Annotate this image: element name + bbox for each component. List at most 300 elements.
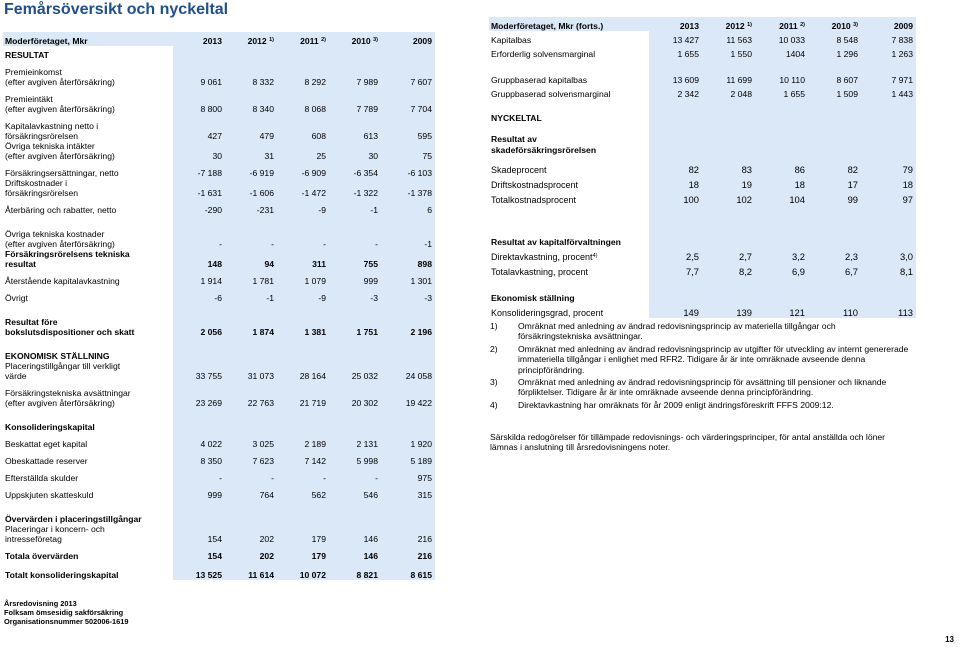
value-cell	[225, 466, 277, 473]
footnote-text: Omräknat med anledning av ändrad redovisningsprincip av utgifter för utveckling av internt genererade immateriella tillgångar i enlighet med RFR2. Tidigare år är inte omräknade avseende denna principförändring.	[518, 343, 909, 375]
value-cell	[277, 317, 329, 327]
value-cell	[277, 561, 329, 568]
value-cell: 23 269	[173, 398, 225, 408]
value-cell: 1 874	[225, 327, 277, 337]
table-row	[3, 449, 435, 456]
value-cell	[225, 381, 277, 388]
row-label-text: Kapitalbas	[491, 35, 532, 45]
value-cell	[277, 215, 329, 229]
row-label	[3, 87, 173, 94]
value-cell	[861, 111, 916, 123]
value-cell	[173, 500, 225, 514]
value-cell	[381, 483, 435, 490]
value-cell	[755, 59, 808, 71]
value-cell	[702, 111, 755, 123]
row-label-text: bokslutsdispositioner och skatt	[5, 327, 135, 337]
value-cell: -1	[329, 205, 381, 215]
row-label	[489, 123, 649, 133]
row-label	[489, 277, 649, 291]
footnote	[490, 344, 910, 375]
value-cell	[808, 144, 861, 155]
footer-report-name: Årsredovisning 2013	[4, 599, 77, 608]
footnote-ref: 3)	[853, 22, 858, 28]
value-cell	[381, 178, 435, 188]
row-label	[3, 534, 173, 544]
table-row	[3, 361, 435, 371]
year-label: 2011	[300, 36, 319, 46]
value-cell	[808, 99, 861, 111]
row-label	[3, 249, 173, 259]
value-cell: -231	[225, 205, 277, 215]
document-footer	[4, 599, 128, 626]
value-cell	[277, 141, 329, 151]
value-cell	[649, 123, 702, 133]
value-cell: 1 263	[861, 45, 916, 59]
value-cell: 8 607	[808, 71, 861, 85]
value-cell: 148	[173, 259, 225, 269]
row-label	[3, 286, 173, 293]
value-cell: 7,7	[649, 262, 702, 277]
value-cell	[173, 422, 225, 432]
value-cell	[808, 133, 861, 144]
value-cell: 2,5	[649, 247, 702, 262]
table-row	[489, 262, 916, 277]
row-label-text: Totalkostnadsprocent	[491, 195, 577, 205]
value-cell	[277, 161, 329, 168]
row-label-text: (efter avgiven återförsäkring)	[5, 398, 115, 408]
value-cell: 216	[381, 551, 435, 561]
value-cell	[381, 198, 435, 205]
value-cell	[861, 205, 916, 235]
value-cell	[861, 277, 916, 291]
footnote-number: 2)	[490, 343, 498, 354]
value-cell	[225, 286, 277, 293]
value-cell: 1 443	[861, 85, 916, 99]
value-cell: -	[329, 239, 381, 249]
value-cell	[381, 388, 435, 398]
value-cell: -	[277, 473, 329, 483]
row-label-text: Konsolideringskapital	[5, 422, 95, 432]
row-label	[3, 215, 173, 229]
value-cell	[277, 361, 329, 371]
value-cell	[808, 205, 861, 235]
value-cell: 562	[277, 490, 329, 500]
value-cell	[173, 249, 225, 259]
value-cell	[861, 133, 916, 144]
value-cell	[173, 388, 225, 398]
value-cell	[329, 544, 381, 551]
value-cell	[329, 408, 381, 422]
value-cell: -6 354	[329, 168, 381, 178]
table-row	[3, 456, 435, 466]
header-year-2010	[808, 17, 861, 31]
value-cell	[381, 215, 435, 229]
table-row	[3, 483, 435, 490]
value-cell	[173, 561, 225, 568]
table-row	[489, 235, 916, 247]
value-cell	[277, 178, 329, 188]
value-cell: 3,0	[861, 247, 916, 262]
value-cell	[173, 524, 225, 534]
value-cell	[329, 524, 381, 534]
value-cell	[225, 229, 277, 239]
value-cell: 764	[225, 490, 277, 500]
value-cell: 79	[861, 160, 916, 175]
value-cell: 97	[861, 190, 916, 205]
value-cell	[225, 94, 277, 104]
row-label-text: (efter avgiven återförsäkring)	[5, 151, 115, 161]
header-year-2012	[702, 17, 755, 31]
value-cell	[808, 277, 861, 291]
value-cell: 8 340	[225, 104, 277, 114]
row-label	[489, 144, 649, 155]
table-row	[489, 205, 916, 235]
value-cell: 11 563	[702, 31, 755, 45]
value-cell: 104	[755, 190, 808, 205]
row-label	[489, 59, 649, 71]
value-cell	[277, 303, 329, 317]
row-label	[3, 544, 173, 551]
value-cell	[225, 514, 277, 524]
value-cell	[225, 483, 277, 490]
value-cell	[381, 408, 435, 422]
footnote-ref: 2)	[800, 22, 805, 28]
header-year-2010	[329, 32, 381, 46]
value-cell	[329, 514, 381, 524]
value-cell	[277, 67, 329, 77]
row-label-text: skadeförsäkringsrörelsen	[491, 145, 597, 155]
value-cell: 6,7	[808, 262, 861, 277]
value-cell	[329, 87, 381, 94]
value-cell	[702, 59, 755, 71]
value-cell: 1 079	[277, 276, 329, 286]
table-row	[3, 293, 435, 303]
table-header-row	[3, 32, 435, 46]
value-cell: 315	[381, 490, 435, 500]
value-cell	[225, 121, 277, 131]
header-year-2009	[861, 17, 916, 31]
value-cell: -	[277, 239, 329, 249]
value-cell	[329, 449, 381, 456]
table-row	[489, 247, 916, 262]
footnote-text: Omräknat med anledning av ändrad redovisningsprincip av materiella tillgångar och försäkringstekniska avsättningar.	[518, 321, 836, 342]
value-cell: 8 615	[381, 568, 435, 580]
value-cell	[277, 388, 329, 398]
value-cell	[861, 123, 916, 133]
value-cell	[277, 432, 329, 439]
row-label-text: Återstående kapitalavkastning	[5, 276, 120, 286]
value-cell	[173, 215, 225, 229]
row-label-text: försäkringsrörelsen	[5, 188, 79, 198]
value-cell	[702, 144, 755, 155]
header-year-2013	[173, 32, 225, 46]
value-cell	[329, 388, 381, 398]
row-label	[3, 568, 173, 580]
row-label-text: Placeringstillgångar till verkligt	[5, 361, 121, 371]
value-cell: 7 704	[381, 104, 435, 114]
value-cell	[381, 432, 435, 439]
value-cell: 121	[755, 303, 808, 318]
row-label	[3, 269, 173, 276]
value-cell: 613	[329, 131, 381, 141]
table-row	[3, 46, 435, 60]
table-row	[3, 259, 435, 269]
value-cell: -1 378	[381, 188, 435, 198]
year-label: 2012	[725, 21, 745, 31]
row-label	[3, 229, 173, 239]
table-row	[3, 229, 435, 239]
value-cell	[277, 121, 329, 131]
value-cell: 608	[277, 131, 329, 141]
value-cell	[173, 94, 225, 104]
header-year-2011	[755, 17, 808, 31]
row-label	[489, 99, 649, 111]
value-cell: 202	[225, 551, 277, 561]
value-cell: 154	[173, 551, 225, 561]
value-cell: 2 196	[381, 327, 435, 337]
value-cell: -3	[329, 293, 381, 303]
footnote-text: Omräknat med anledning av ändrad redovisningsprincip för avsättning till pensioner och liknande förpliktelser. Tidigare år är inte omräknade avseende denna principförändring.	[518, 377, 887, 398]
table-row	[3, 500, 435, 514]
value-cell	[225, 388, 277, 398]
value-cell	[225, 46, 277, 60]
table-row	[489, 303, 916, 318]
value-cell	[173, 286, 225, 293]
value-cell: 10 110	[755, 71, 808, 85]
value-cell	[225, 422, 277, 432]
value-cell: 1 296	[808, 45, 861, 59]
row-label	[489, 175, 649, 190]
value-cell	[861, 144, 916, 155]
value-cell: -	[329, 473, 381, 483]
value-cell	[329, 432, 381, 439]
value-cell	[381, 269, 435, 276]
value-cell	[225, 561, 277, 568]
value-cell	[861, 99, 916, 111]
value-cell	[381, 67, 435, 77]
value-cell	[225, 60, 277, 67]
value-cell: 8 068	[277, 104, 329, 114]
value-cell: 110	[808, 303, 861, 318]
value-cell	[381, 524, 435, 534]
value-cell: 7 789	[329, 104, 381, 114]
table-row	[489, 45, 916, 59]
value-cell: 2 342	[649, 85, 702, 99]
value-cell	[329, 121, 381, 131]
row-label	[3, 500, 173, 514]
row-label	[3, 114, 173, 121]
value-cell	[173, 303, 225, 317]
value-cell	[277, 500, 329, 514]
value-cell	[225, 198, 277, 205]
table-row	[489, 291, 916, 303]
row-label	[3, 77, 173, 87]
value-cell: 99	[808, 190, 861, 205]
value-cell: 8,2	[702, 262, 755, 277]
value-cell: 216	[381, 534, 435, 544]
value-cell	[225, 303, 277, 317]
value-cell: 17	[808, 175, 861, 190]
value-cell: 31	[225, 151, 277, 161]
row-label-text: Driftskostnadsprocent	[491, 180, 579, 190]
value-cell: 33 755	[173, 371, 225, 381]
row-label	[489, 205, 649, 235]
value-cell	[173, 141, 225, 151]
value-cell	[225, 351, 277, 361]
row-label	[3, 456, 173, 466]
value-cell	[277, 46, 329, 60]
footnotes	[490, 321, 910, 412]
value-cell: 86	[755, 160, 808, 175]
value-cell	[329, 178, 381, 188]
table-row	[3, 77, 435, 87]
value-cell	[225, 361, 277, 371]
value-cell	[381, 46, 435, 60]
table-row	[3, 544, 435, 551]
value-cell: 31 073	[225, 371, 277, 381]
row-label	[3, 371, 173, 381]
value-cell: -6	[173, 293, 225, 303]
value-cell: -1	[225, 293, 277, 303]
row-label	[489, 262, 649, 277]
value-cell: -1 472	[277, 188, 329, 198]
value-cell: 28 164	[277, 371, 329, 381]
header-year-2013	[649, 17, 702, 31]
value-cell	[225, 449, 277, 456]
value-cell	[173, 67, 225, 77]
value-cell	[225, 337, 277, 351]
value-cell: -6 103	[381, 168, 435, 178]
value-cell	[225, 215, 277, 229]
row-label	[3, 337, 173, 351]
value-cell: 2 048	[702, 85, 755, 99]
value-cell	[173, 46, 225, 60]
value-cell	[755, 205, 808, 235]
value-cell: -1 631	[173, 188, 225, 198]
row-label-text: Gruppbaserad solvensmarginal	[491, 89, 611, 99]
value-cell	[173, 121, 225, 131]
row-label-text: Återbäring och rabatter, netto	[5, 205, 117, 215]
table-row	[3, 276, 435, 286]
value-cell	[225, 87, 277, 94]
value-cell	[277, 544, 329, 551]
table-row	[3, 60, 435, 67]
principles-remark: Särskilda redogörelser för tillämpade redovisnings- och värderingsprinciper, för antal anställda och löner lämnas i anslutning till årsredovisningens noter.	[490, 432, 886, 453]
row-label-text: Beskattat eget kapital	[5, 439, 88, 449]
table-row	[3, 551, 435, 561]
value-cell: 5 189	[381, 456, 435, 466]
value-cell	[808, 59, 861, 71]
row-label	[3, 94, 173, 104]
value-cell	[755, 235, 808, 247]
table-row	[3, 239, 435, 249]
value-cell	[755, 291, 808, 303]
value-cell	[381, 317, 435, 327]
value-cell: 1 381	[277, 327, 329, 337]
table-row	[489, 277, 916, 291]
value-cell: -1	[381, 239, 435, 249]
footnote-ref: 1)	[269, 37, 274, 43]
table-row	[3, 422, 435, 432]
table-row	[3, 215, 435, 229]
value-cell: 2 189	[277, 439, 329, 449]
value-cell: 18	[755, 175, 808, 190]
value-cell	[755, 133, 808, 144]
value-cell: 113	[861, 303, 916, 318]
value-cell	[277, 524, 329, 534]
row-label-text: Placeringar i koncern- och	[5, 524, 105, 534]
row-label	[3, 276, 173, 286]
value-cell: 100	[649, 190, 702, 205]
value-cell	[225, 544, 277, 551]
value-cell	[808, 111, 861, 123]
row-label	[489, 133, 649, 144]
row-label	[489, 31, 649, 45]
row-label-text: Försäkringsrörelsens tekniska	[5, 249, 130, 259]
header-label: Moderföretaget, Mkr	[3, 32, 173, 46]
value-cell	[173, 114, 225, 121]
value-cell	[861, 291, 916, 303]
row-label-text: Direktavkastning, procent	[491, 252, 593, 262]
row-label	[3, 121, 173, 131]
value-cell: 25	[277, 151, 329, 161]
row-label	[3, 303, 173, 317]
value-cell	[225, 269, 277, 276]
row-label	[3, 188, 173, 198]
row-label-text: Erforderlig solvensmarginal	[491, 49, 596, 59]
row-label-text: värde	[5, 371, 27, 381]
value-cell: 311	[277, 259, 329, 269]
value-cell: 24 058	[381, 371, 435, 381]
row-label	[3, 67, 173, 77]
row-label-text: Resultat av kapitalförvaltningen	[491, 237, 621, 247]
page-title: Femårsöversikt och nyckeltal	[4, 1, 229, 18]
value-cell: 22 763	[225, 398, 277, 408]
row-label	[489, 160, 649, 175]
value-cell: 999	[173, 490, 225, 500]
row-label-text: försäkringsrörelsen	[5, 131, 79, 141]
year-label: 2013	[202, 36, 222, 46]
header-year-2011	[277, 32, 329, 46]
value-cell	[381, 229, 435, 239]
value-cell	[277, 483, 329, 490]
value-cell: 13 525	[173, 568, 225, 580]
table-row	[3, 188, 435, 198]
row-label-text: Efterställda skulder	[5, 473, 79, 483]
value-cell: 2,3	[808, 247, 861, 262]
value-cell	[381, 514, 435, 524]
value-cell	[173, 229, 225, 239]
right-financial-table	[489, 17, 916, 318]
value-cell	[329, 141, 381, 151]
value-cell	[861, 59, 916, 71]
value-cell	[173, 317, 225, 327]
table-row	[3, 151, 435, 161]
row-label-text: Övrigt	[5, 293, 28, 303]
value-cell: 1 655	[755, 85, 808, 99]
row-label-text: Totalt konsolideringskapital	[5, 570, 119, 580]
value-cell: 8 332	[225, 77, 277, 87]
value-cell: 19 422	[381, 398, 435, 408]
value-cell: 1404	[755, 45, 808, 59]
row-label	[3, 151, 173, 161]
row-label	[3, 490, 173, 500]
table-row	[489, 123, 916, 133]
value-cell	[329, 422, 381, 432]
value-cell	[277, 229, 329, 239]
value-cell	[702, 133, 755, 144]
row-label-text: (efter avgiven återförsäkring)	[5, 77, 115, 87]
